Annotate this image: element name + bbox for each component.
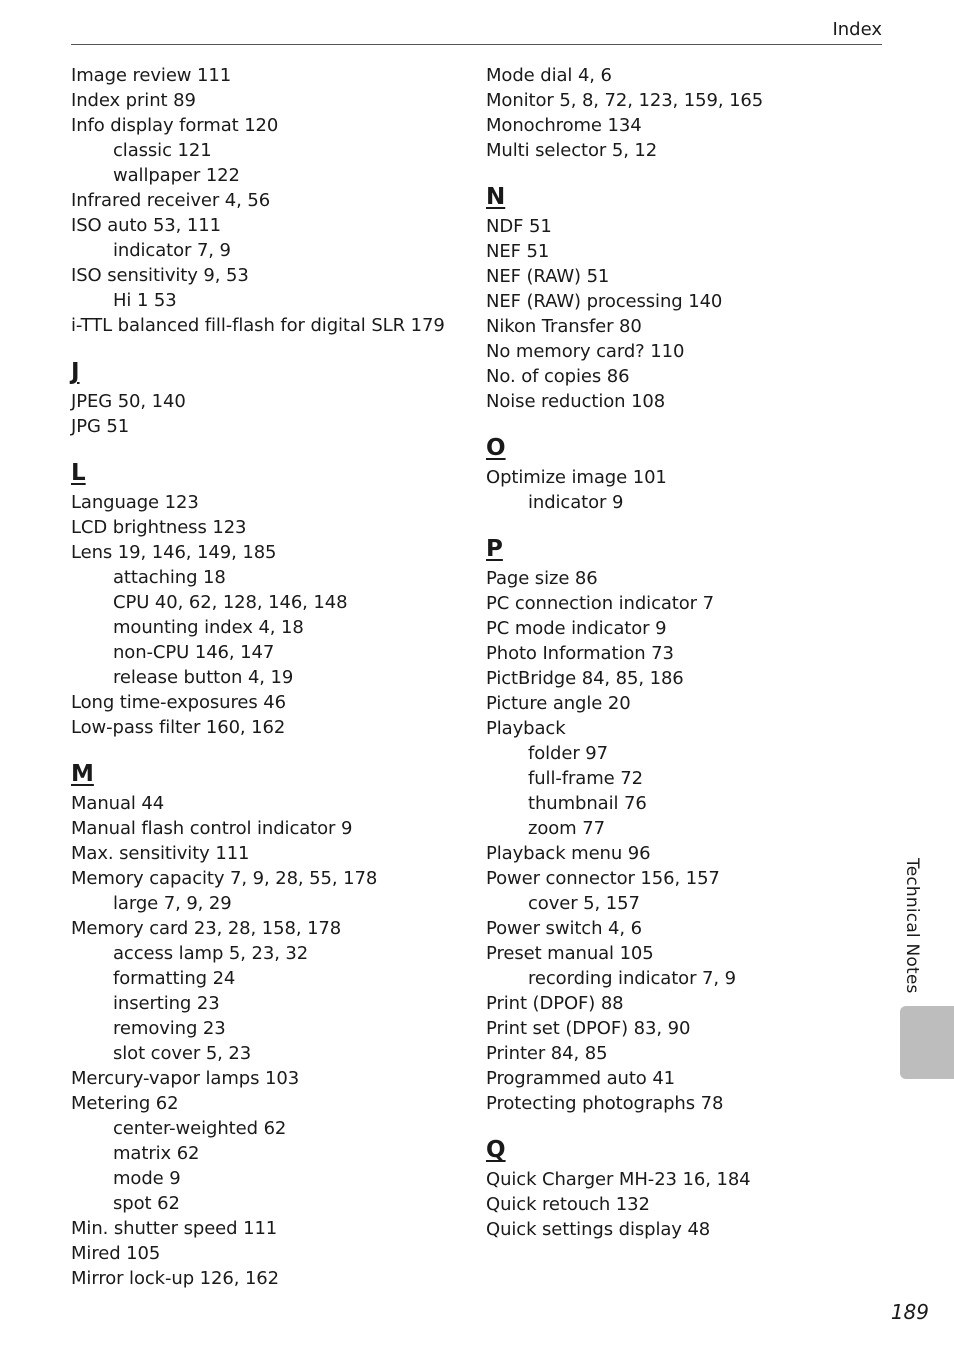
index-entry: Manual 44: [71, 793, 165, 814]
index-entry: Mode dial 4, 6: [486, 65, 612, 86]
index-entry: Infrared receiver 4, 56: [71, 190, 271, 211]
section-letter: O: [486, 435, 506, 461]
index-subentry: attaching 18: [113, 567, 226, 588]
index-subentry: release button 4, 19: [113, 667, 294, 688]
index-entry: ISO auto 53, 111: [71, 215, 221, 236]
index-entry: Nikon Transfer 80: [486, 316, 642, 337]
index-entry: Protecting photographs 78: [486, 1093, 724, 1114]
index-subentry: wallpaper 122: [113, 165, 240, 186]
index-subentry: inserting 23: [113, 993, 220, 1014]
index-entry: Memory capacity 7, 9, 28, 55, 178: [71, 868, 378, 889]
index-entry: NDF 51: [486, 216, 552, 237]
section-letter: Q: [486, 1137, 506, 1163]
section-letter: L: [71, 460, 86, 486]
header-rule: [71, 44, 882, 45]
index-entry: Image review 111: [71, 65, 232, 86]
index-entry: NEF 51: [486, 241, 550, 262]
index-entry: Noise reduction 108: [486, 391, 666, 412]
index-entry: Print (DPOF) 88: [486, 993, 624, 1014]
index-entry: Quick Charger MH-23 16, 184: [486, 1169, 751, 1190]
index-entry: Long time-exposures 46: [71, 692, 286, 713]
index-entry: Programmed auto 41: [486, 1068, 676, 1089]
section-letter: M: [71, 761, 94, 787]
index-subentry: full-frame 72: [528, 768, 643, 789]
index-entry: JPG 51: [71, 416, 130, 437]
index-entry: Power switch 4, 6: [486, 918, 642, 939]
index-entry: Mercury-vapor lamps 103: [71, 1068, 300, 1089]
index-subentry: recording indicator 7, 9: [528, 968, 736, 989]
index-subentry: slot cover 5, 23: [113, 1043, 252, 1064]
index-subentry: CPU 40, 62, 128, 146, 148: [113, 592, 348, 613]
index-subentry: removing 23: [113, 1018, 226, 1039]
index-entry: ISO sensitivity 9, 53: [71, 265, 249, 286]
index-entry: NEF (RAW) 51: [486, 266, 610, 287]
index-entry: Monochrome 134: [486, 115, 642, 136]
index-entry: JPEG 50, 140: [71, 391, 186, 412]
index-entry: Index print 89: [71, 90, 196, 111]
section-letter: J: [71, 359, 80, 385]
index-entry: Lens 19, 146, 149, 185: [71, 542, 277, 563]
index-entry: No memory card? 110: [486, 341, 685, 362]
section-tab: [900, 1006, 954, 1079]
index-subentry: classic 121: [113, 140, 212, 161]
index-entry: i-TTL balanced fill-flash for digital SLR 179: [71, 315, 445, 336]
index-entry: Quick retouch 132: [486, 1194, 650, 1215]
index-subentry: thumbnail 76: [528, 793, 647, 814]
index-entry: Quick settings display 48: [486, 1219, 711, 1240]
index-subentry: spot 62: [113, 1193, 180, 1214]
index-entry: Info display format 120: [71, 115, 279, 136]
index-entry: Monitor 5, 8, 72, 123, 159, 165: [486, 90, 764, 111]
section-letter: N: [486, 184, 506, 210]
index-subentry: cover 5, 157: [528, 893, 640, 914]
index-entry: Optimize image 101: [486, 467, 667, 488]
index-entry: Photo Information 73: [486, 643, 674, 664]
index-entry: Max. sensitivity 111: [71, 843, 250, 864]
index-entry: Multi selector 5, 12: [486, 140, 658, 161]
index-column-right: [486, 63, 886, 1242]
index-subentry: mounting index 4, 18: [113, 617, 304, 638]
index-entry: LCD brightness 123: [71, 517, 247, 538]
index-subentry: indicator 9: [528, 492, 624, 513]
index-entry: Page size 86: [486, 568, 598, 589]
index-subentry: zoom 77: [528, 818, 605, 839]
index-subentry: matrix 62: [113, 1143, 200, 1164]
index-entry: Print set (DPOF) 83, 90: [486, 1018, 691, 1039]
index-subentry: formatting 24: [113, 968, 236, 989]
index-entry: Language 123: [71, 492, 199, 513]
index-entry: Low-pass filter 160, 162: [71, 717, 286, 738]
index-subentry: non-CPU 146, 147: [113, 642, 275, 663]
index-entry: Memory card 23, 28, 158, 178: [71, 918, 342, 939]
index-entry: Min. shutter speed 111: [71, 1218, 278, 1239]
index-subentry: folder 97: [528, 743, 608, 764]
index-entry: Playback: [486, 718, 566, 739]
index-subentry: center-weighted 62: [113, 1118, 287, 1139]
index-column-left: [71, 63, 471, 1291]
index-entry: Printer 84, 85: [486, 1043, 608, 1064]
index-subentry: mode 9: [113, 1168, 181, 1189]
index-entry: No. of copies 86: [486, 366, 630, 387]
index-subentry: Hi 1 53: [113, 290, 177, 311]
index-entry: PC connection indicator 7: [486, 593, 714, 614]
index-entry: Manual flash control indicator 9: [71, 818, 353, 839]
index-subentry: access lamp 5, 23, 32: [113, 943, 309, 964]
page-header-title: Index: [832, 19, 882, 40]
index-entry: Picture angle 20: [486, 693, 631, 714]
index-entry: PictBridge 84, 85, 186: [486, 668, 684, 689]
index-entry: Metering 62: [71, 1093, 179, 1114]
index-entry: NEF (RAW) processing 140: [486, 291, 723, 312]
index-entry: Mired 105: [71, 1243, 161, 1264]
index-entry: Power connector 156, 157: [486, 868, 720, 889]
index-subentry: indicator 7, 9: [113, 240, 231, 261]
index-entry: Preset manual 105: [486, 943, 654, 964]
page-number: 189: [890, 1300, 929, 1324]
index-entry: Playback menu 96: [486, 843, 651, 864]
section-letter: P: [486, 536, 503, 562]
index-entry: Mirror lock-up 126, 162: [71, 1268, 279, 1289]
index-subentry: large 7, 9, 29: [113, 893, 232, 914]
index-entry: PC mode indicator 9: [486, 618, 667, 639]
side-tab-label: Technical Notes: [902, 858, 922, 994]
